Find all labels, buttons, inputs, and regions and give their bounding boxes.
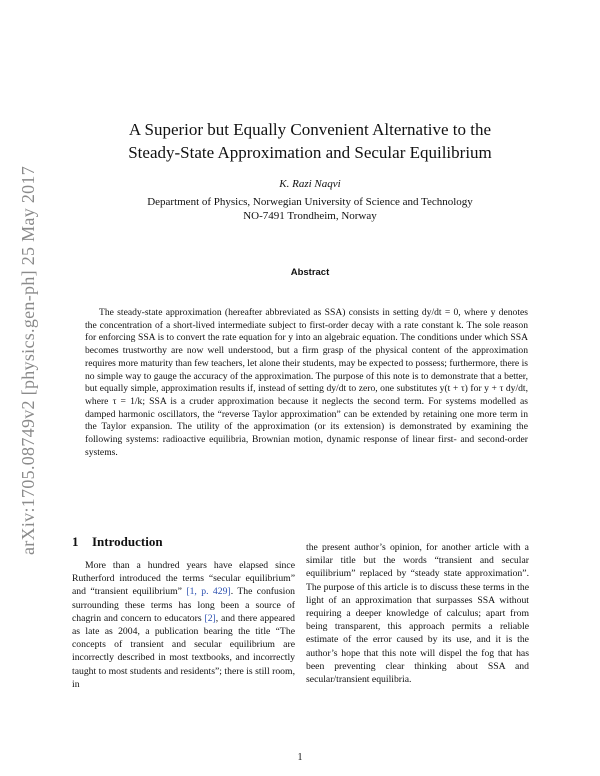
abstract-heading: Abstract [290,267,330,278]
section-title: Introduction [92,534,163,549]
title-line-2: Steady-State Approximation and Secular Equilibrium [128,143,492,162]
citation-link-1[interactable]: [1, p. 429] [186,586,231,598]
section-heading [72,534,163,550]
section-number: 1 [72,534,79,549]
affiliation-line-2: NO-7491 Trondheim, Norway [243,210,377,222]
affiliation-line-1: Department of Physics, Norwegian University of Science and Technology [147,196,473,208]
abstract-text: The steady-state approximation (hereafter abbreviated as SSA) consists in setting dy/dt = 0, where y denotes the concentration of a short-lived intermediate subject to first-order decay with a rate constant k. The sole reason for enforcing SSA is to convert the rate equation for y into an algebraic equation. The conditions under which SSA becomes trustworthy are now well understood, but a firm grasp of the physical content of the approximation requires more maturity than few teachers, let alone their students, may be expected to possess; furthermore, there is no simple way to gauge the accuracy of the approximation. The purpose of this note is to demonstrate that a better, but equally simple, approximation results if, instead of setting dy/dt to zero, one substitutes y(t + τ) for y + τ dy/dt, where τ = 1/k; SSA is a cruder approximation because it neglects the second term. For systems modelled as damped harmonic oscillators, the “reverse Taylor approximation” can be extended by retaining one more term in the Taylor expansion. The utility of the approximation (or its extension) is demonstrated by examining the following systems: radioactive equilibria, Brownian motion, dynamic response of linear first- and second-order systems. [85,307,528,458]
arxiv-identifier-sidebar [16,150,42,570]
body-left-text-2: . The confusion surrounding these terms has long been a source of chagrin and concern to educators [72,586,296,624]
body-column-right: the present author’s opinion, for another article with a similar title but the words “transient and secular equilibrium” replaced by “steady state approximation”. The purpose of this article is to discuss these terms in the light of an approximation that surpasses SSA without requiring a deeper knowledge of calculus; apart from being transparent, this approach permits a reliable estimate of the error caused by its use, and it is the author’s hope that this note will dispel the fog that has been preventing clear thinking about SSA and secular/transient equilibria. [306,542,529,686]
author-name: K. Razi Naqvi [279,178,341,190]
citation-link-2[interactable]: [2] [204,612,216,624]
body-left-text-1: More than a hundred years have elapsed since Rutherford introduced the terms “secular equilibrium” and “transient equilibrium” [72,560,295,598]
body-column-left [72,559,295,691]
arxiv-identifier: arXiv:1705.08749v2 [physics.gen-ph] 25 May 2017 [18,165,39,555]
title-line-1: A Superior but Equally Convenient Alternative to the [128,120,492,139]
body-left-text-3: , and there appeared as late as 2004, a publication bearing the title “The concepts of transient and secular equilibrium are incorrectly described in most textbooks, and incorrectly taught to most students and residents”; there is still room, in [72,612,295,690]
author-affiliation [60,195,560,223]
paper-title [60,118,560,164]
page-number: 1 [297,752,303,763]
